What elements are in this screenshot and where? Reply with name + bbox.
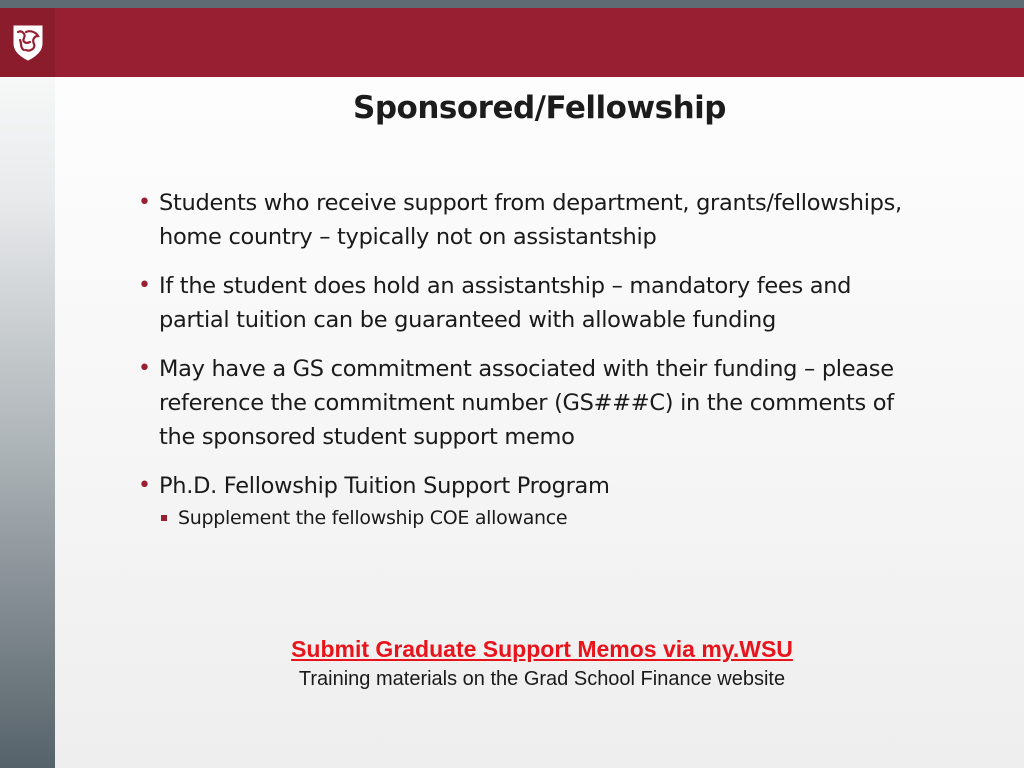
bullet-text: If the student does hold an assistantship – mandatory fees and partial tuition can be guaranteed with allowable funding bbox=[159, 273, 852, 333]
bullet-text: Students who receive support from department, grants/fellowships, home country – typically not on assistantship bbox=[159, 190, 902, 250]
bullet-text: May have a GS commitment associated with their funding – please reference the commitment number (GS###C) in the comments of the sponsored student support memo bbox=[159, 356, 894, 450]
sub-bullet-text: Supplement the fellowship COE allowance bbox=[178, 507, 568, 529]
bullet-dot-icon: • bbox=[138, 473, 151, 498]
top-strip bbox=[0, 0, 1024, 8]
header-bar bbox=[55, 8, 1024, 77]
slide-title: Sponsored/Fellowship bbox=[353, 90, 726, 126]
wsu-cougar-shield-icon bbox=[12, 24, 44, 62]
bullet-dot-icon: • bbox=[138, 190, 151, 215]
bullet-item bbox=[136, 269, 906, 337]
bullet-dot-icon: • bbox=[138, 273, 151, 298]
bullet-item bbox=[136, 186, 906, 254]
submit-memos-link[interactable]: Submit Graduate Support Memos via my.WSU bbox=[291, 636, 793, 662]
square-bullet-icon bbox=[161, 515, 167, 521]
sub-bullet-item bbox=[159, 503, 906, 533]
bullet-item bbox=[136, 469, 906, 533]
sub-bullet-list bbox=[159, 503, 906, 533]
bullet-dot-icon: • bbox=[138, 356, 151, 381]
bullet-text: Ph.D. Fellowship Tuition Support Program bbox=[159, 473, 610, 499]
bullet-list bbox=[136, 186, 906, 548]
logo-box bbox=[0, 8, 55, 77]
bullet-item bbox=[136, 352, 906, 454]
training-materials-note: Training materials on the Grad School Finance website bbox=[298, 668, 786, 690]
